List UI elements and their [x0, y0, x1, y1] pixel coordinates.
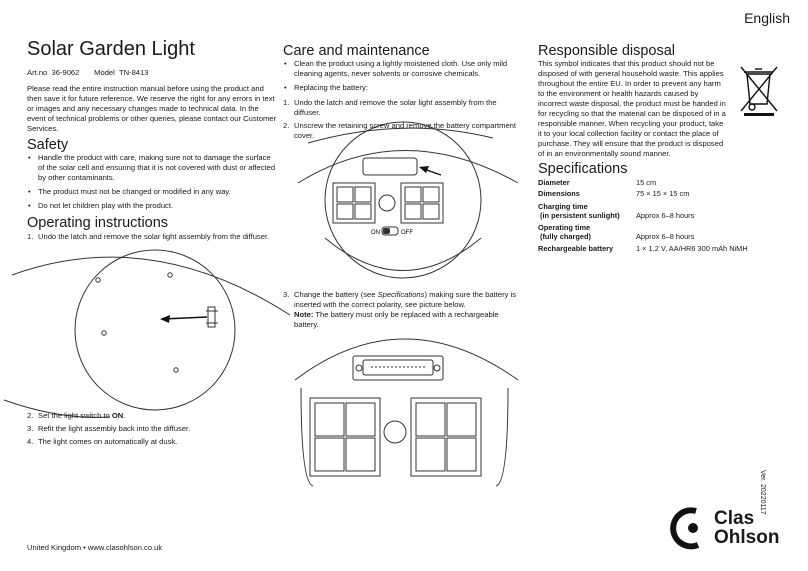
disposal-text: This symbol indicates that this product should not be disposed of with general household waste. This applies throughout the entire EU. In order to prevent any harm to the environment or health hazards caused by incorrect waste disposal, the product must be handed in for recycling so that the material can be disposed of in a responsible manner. When recycling your product, take it to your local collection facility or contact the place of purchase. They will ensure that the product is disposed of in an environmentally sound manner. — [538, 59, 726, 158]
diffuser-illustration — [0, 245, 290, 415]
page-title: Solar Garden Light — [27, 38, 195, 60]
operating-step: 4. The light comes on automatically at dusk. — [27, 437, 178, 446]
brand-name: Clas Ohlson — [714, 508, 780, 548]
safety-heading: Safety — [27, 137, 69, 153]
safety-item: • Handle the product with care, making sure not to damage the surface of the solar cell and ensuring that it is not covered with dust or affected by other contaminants. — [27, 153, 277, 183]
operating-step: 1. Undo the latch and remove the solar light assembly from the diffuser. — [27, 232, 270, 241]
crossed-out-wheelie-bin-icon — [738, 64, 780, 116]
disposal-heading: Responsible disposal — [538, 43, 676, 59]
care-step: 2. Unscrew the retaining screw and remove the battery compartment cover. — [283, 121, 517, 140]
safety-item: • The product must not be changed or modified in any way. — [27, 187, 277, 197]
article-info: Art.no 36-9062 Model TN-8413 — [27, 68, 149, 77]
intro-text: Please read the entire instruction manual before using the product and then save it for future reference. We reserve the right for any errors in text or images and any necessary changes made to technical data. In the event of technical problems or other queries, please contact our Customer Services. — [27, 84, 277, 133]
switch-off-label: OFF — [401, 230, 413, 236]
operating-step: 3. Refit the light assembly back into the diffuser. — [27, 424, 191, 433]
safety-item: • Do not let children play with the product. — [27, 201, 277, 211]
specs-table: Diameter 15 cm Dimensions 75 × 15 × 15 cm Charging time (in persistent sunlight) Approx 6–8 hours Operating time (fully charged) Approx 6–8 hours Rechargeable battery 1 × 1.2 V, AA/HR6 300 mAh NiMH — [538, 178, 748, 253]
care-list — [283, 59, 518, 97]
care-step3: 3. Change the battery (see Specifications) making sure the battery is inserted with the correct polarity, see picture below. Note: The battery must only be replaced with a rechargeable battery. — [283, 290, 517, 329]
care-step: 1. Undo the latch and remove the solar light assembly from the diffuser. — [283, 98, 497, 117]
safety-list — [27, 153, 277, 215]
battery-illustration — [283, 328, 528, 488]
operating-steps — [27, 411, 277, 450]
switch-on-label: ON — [371, 230, 380, 236]
footer-text: United Kingdom • www.clasohlson.co.uk — [27, 543, 163, 552]
care-item: • Replacing the battery: — [283, 83, 518, 93]
language-label: English — [744, 10, 790, 26]
operating-step: 2. Set the light switch to ON. — [27, 411, 126, 420]
solar-panel-illustration — [283, 138, 528, 288]
operating-step1 — [27, 232, 277, 245]
specs-heading: Specifications — [538, 161, 628, 177]
care-item: • Clean the product using a lightly moistened cloth. Use only mild cleaning agents, never solvents or corrosive chemicals. — [283, 59, 518, 79]
clas-ohlson-logo-icon — [668, 505, 710, 551]
version-label: Ver. 20220117 — [759, 470, 766, 515]
care-heading: Care and maintenance — [283, 43, 430, 59]
operating-heading: Operating instructions — [27, 215, 169, 231]
